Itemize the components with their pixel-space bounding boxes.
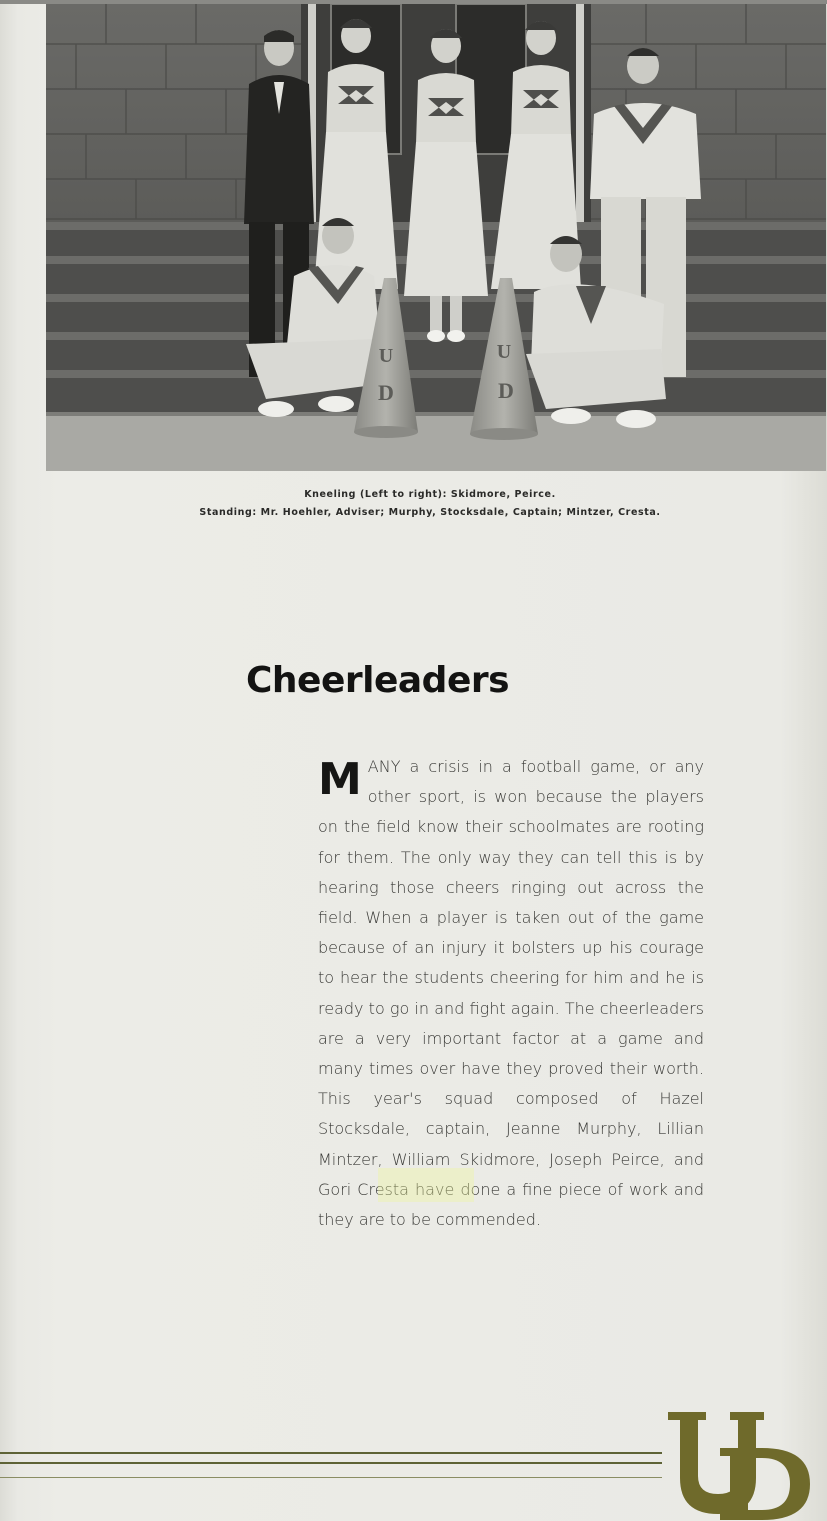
megaphone-letter-d-right: D	[498, 378, 514, 403]
megaphone-letter-u-left: U	[378, 345, 394, 367]
caption-standing: Standing: Mr. Hoehler, Adviser; Murphy, Stocksdale, Captain; Mintzer, Cresta.	[199, 507, 661, 518]
footer-rule	[0, 1462, 662, 1464]
page-title: Cheerleaders	[246, 660, 510, 701]
ud-monogram-logo	[664, 1406, 814, 1521]
megaphone-letter-d-left: D	[378, 380, 394, 405]
article-text: ANY a crisis in a football game, or any other sport, is won because the players on the field know their schoolmates are rooting for them. The only way they can tell this is by hearing those cheers ringing out across the field. When a player is taken out of the game because of an injury it bolsters up his courage to hear the students cheering for him and he is ready to go in and fight again. The cheerleaders are a very important factor at a game and many times over have they proved their worth. This year's squad composed of Hazel Stocksdale, captain, Jeanne Murphy, Lillian Mintzer, William Skidmore, Joseph Peirce, and Gori Cresta have done a fine piece of work and they are to be commended.	[318, 757, 704, 1230]
megaphone-letter-u-right: U	[496, 341, 512, 363]
footer-rule	[0, 1477, 662, 1478]
highlight-mark	[378, 1168, 474, 1202]
cheerleaders-photo	[46, 4, 826, 471]
caption-kneeling: Kneeling (Left to right): Skidmore, Peirce.	[304, 489, 556, 500]
drop-cap: M	[318, 754, 362, 805]
footer-rule	[0, 1452, 662, 1454]
article-body	[318, 752, 704, 1235]
photo-caption	[60, 486, 800, 522]
